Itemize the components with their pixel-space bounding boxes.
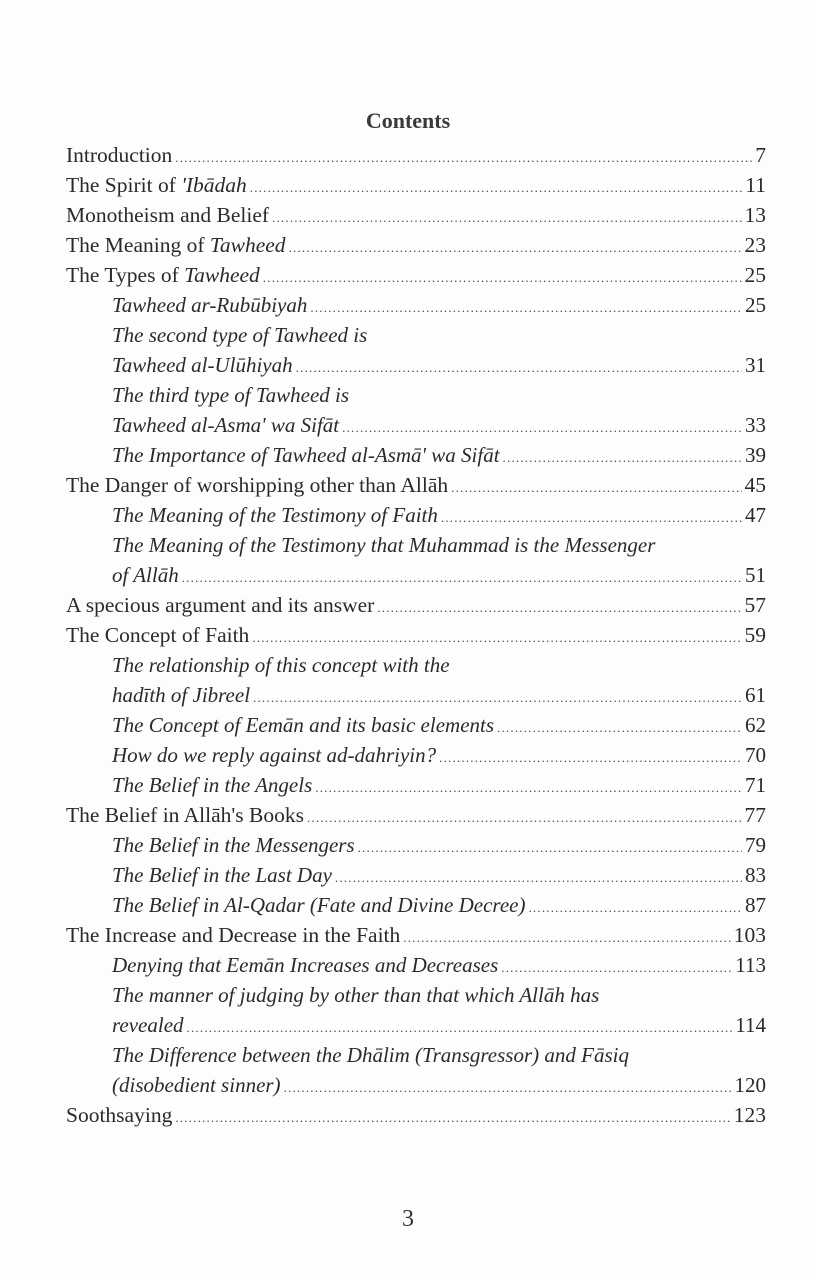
- toc-entry-title: The Difference between the Dhālim (Transgressor) and Fāsiq: [112, 1043, 629, 1067]
- toc-entry[interactable]: [62, 950, 766, 980]
- toc-entry-title: The Concept of Faith: [66, 623, 250, 647]
- dot-leader: [252, 623, 741, 653]
- toc-entry-page: 61: [745, 683, 766, 707]
- toc-entry-line: [62, 1040, 766, 1070]
- dot-leader: [296, 353, 742, 383]
- dot-leader: [497, 713, 742, 743]
- toc-entry[interactable]: [62, 800, 766, 830]
- toc-entry-title: of Allāh: [112, 563, 179, 587]
- toc-entry[interactable]: [62, 740, 766, 770]
- dot-leader: [182, 563, 742, 593]
- toc-entry-title: hadīth of Jibreel: [112, 683, 251, 707]
- toc-entry-page: 103: [733, 923, 766, 947]
- toc-entry-line: [62, 650, 766, 680]
- toc-entry-title: The Belief in the Angels: [112, 773, 313, 797]
- toc-entry-page: 31: [745, 353, 766, 377]
- dot-leader: [451, 473, 741, 503]
- toc-entry-page: 77: [744, 803, 766, 827]
- toc-entry[interactable]: [62, 830, 766, 860]
- toc-entry[interactable]: [62, 860, 766, 890]
- contents-heading: Contents: [365, 108, 451, 133]
- dot-leader: [403, 923, 730, 953]
- toc-entry[interactable]: [62, 1100, 766, 1130]
- toc-entry-title: The Belief in Allāh's Books: [66, 803, 304, 827]
- dot-leader: [175, 1103, 730, 1133]
- toc-entry-page: 45: [744, 473, 766, 497]
- toc-entry[interactable]: [62, 1010, 766, 1040]
- toc-entry-page: 114: [735, 1013, 766, 1037]
- dot-leader: [187, 1013, 733, 1043]
- toc-entry-italic-term: Tawheed: [209, 233, 286, 257]
- toc-entry[interactable]: [62, 1070, 766, 1100]
- toc-entry[interactable]: [62, 770, 766, 800]
- page-number: 3: [402, 1206, 414, 1232]
- toc-entry-page: 39: [745, 443, 766, 467]
- dot-leader: [342, 413, 742, 443]
- toc-entry-title: revealed: [112, 1013, 184, 1037]
- toc-entry-title: The Danger of worshipping other than Allāh: [66, 473, 449, 497]
- toc-entry-page: 57: [744, 593, 766, 617]
- toc-entry-title: The Importance of Tawheed al-Asmā' wa Sifāt: [112, 443, 500, 467]
- toc-entry[interactable]: [62, 890, 766, 920]
- toc-entry[interactable]: [62, 920, 766, 950]
- dot-leader: [358, 833, 742, 863]
- toc-entry-title: The Spirit of 'Ibādah: [66, 173, 247, 197]
- dot-leader: [284, 1073, 732, 1103]
- toc-entry-title: The Belief in the Last Day: [112, 863, 332, 887]
- toc-entry[interactable]: [62, 620, 766, 650]
- toc-entry-italic-term: 'Ibādah: [181, 173, 247, 197]
- dot-leader: [503, 443, 742, 473]
- toc-entry[interactable]: [62, 140, 766, 170]
- dot-leader: [310, 293, 742, 323]
- toc-entry[interactable]: [62, 440, 766, 470]
- dot-leader: [263, 263, 742, 293]
- toc-entry-title: The third type of Tawheed is: [112, 383, 350, 407]
- dot-leader: [289, 233, 742, 263]
- toc-entry[interactable]: [62, 590, 766, 620]
- toc-entry-page: 62: [745, 713, 766, 737]
- toc-entry-page: 7: [755, 143, 766, 167]
- dot-leader: [175, 143, 752, 173]
- toc-entry-page: 83: [745, 863, 766, 887]
- toc-entry-title: The Belief in Al-Qadar (Fate and Divine Decree): [112, 893, 526, 917]
- toc-entry-page: 23: [744, 233, 766, 257]
- toc-entry[interactable]: [62, 200, 766, 230]
- toc-entry-title: The Belief in the Messengers: [112, 833, 355, 857]
- toc-entry-page: 70: [745, 743, 766, 767]
- toc-entry-title: Tawheed ar-Rubūbiyah: [112, 293, 308, 317]
- toc-entry-page: 25: [744, 263, 766, 287]
- toc-entry-italic-term: Tawheed: [184, 263, 260, 287]
- toc-entry-line: [62, 530, 766, 560]
- toc-entry-page: 71: [745, 773, 766, 797]
- toc-entry-line: [62, 320, 766, 350]
- toc-entry-title: Introduction: [66, 143, 173, 167]
- toc-entry[interactable]: [62, 230, 766, 260]
- toc-entry[interactable]: [62, 410, 766, 440]
- dot-leader: [439, 743, 742, 773]
- toc-entry-title: The second type of Tawheed is: [112, 323, 368, 347]
- toc-entry[interactable]: [62, 470, 766, 500]
- toc-entry-line: [62, 980, 766, 1010]
- toc-entry-title: The Types of Tawheed: [66, 263, 260, 287]
- dot-leader: [250, 173, 743, 203]
- table-of-contents: [62, 140, 766, 1130]
- toc-entry-page: 120: [734, 1073, 766, 1097]
- toc-entry-page: 13: [744, 203, 766, 227]
- toc-entry-page: 87: [745, 893, 766, 917]
- toc-entry-title: Tawheed al-Ulūhiyah: [112, 353, 293, 377]
- toc-entry[interactable]: [62, 170, 766, 200]
- dot-leader: [307, 803, 742, 833]
- toc-entry-title: The manner of judging by other than that which Allāh has: [112, 983, 600, 1007]
- dot-leader: [441, 503, 742, 533]
- dot-leader: [315, 773, 742, 803]
- toc-entry[interactable]: [62, 560, 766, 590]
- toc-entry-title: Soothsaying: [66, 1103, 173, 1127]
- toc-entry-title: How do we reply against ad-dahriyin?: [112, 743, 437, 767]
- toc-entry-title: A specious argument and its answer: [66, 593, 375, 617]
- toc-entry-title: The Meaning of the Testimony of Faith: [112, 503, 438, 527]
- toc-entry[interactable]: [62, 350, 766, 380]
- toc-entry-page: 25: [745, 293, 766, 317]
- toc-entry-title: Denying that Eemān Increases and Decreases: [112, 953, 499, 977]
- toc-entry-page: 123: [733, 1103, 766, 1127]
- dot-leader: [501, 953, 732, 983]
- toc-entry-page: 113: [735, 953, 766, 977]
- toc-entry-title: (disobedient sinner): [112, 1073, 281, 1097]
- dot-leader: [528, 893, 742, 923]
- toc-entry[interactable]: [62, 680, 766, 710]
- toc-entry-page: 11: [745, 173, 766, 197]
- toc-entry[interactable]: [62, 290, 766, 320]
- toc-entry-title: Monotheism and Belief: [66, 203, 270, 227]
- dot-leader: [253, 683, 742, 713]
- dot-leader: [272, 203, 741, 233]
- toc-entry-page: 33: [745, 413, 766, 437]
- toc-entry-title: The relationship of this concept with the: [112, 653, 450, 677]
- toc-entry-page: 47: [745, 503, 766, 527]
- toc-entry[interactable]: [62, 500, 766, 530]
- toc-entry-page: 51: [745, 563, 766, 587]
- toc-entry-title: The Meaning of the Testimony that Muhammad is the Messenger: [112, 533, 656, 557]
- toc-entry-title: The Increase and Decrease in the Faith: [66, 923, 401, 947]
- dot-leader: [335, 863, 742, 893]
- dot-leader: [377, 593, 741, 623]
- toc-entry-title: The Concept of Eemān and its basic elements: [112, 713, 495, 737]
- toc-entry-page: 59: [744, 623, 766, 647]
- toc-entry[interactable]: [62, 260, 766, 290]
- toc-entry-title: Tawheed al-Asma' wa Sifāt: [112, 413, 340, 437]
- toc-entry[interactable]: [62, 710, 766, 740]
- toc-entry-line: [62, 380, 766, 410]
- toc-entry-title: The Meaning of Tawheed: [66, 233, 286, 257]
- toc-entry-page: 79: [745, 833, 766, 857]
